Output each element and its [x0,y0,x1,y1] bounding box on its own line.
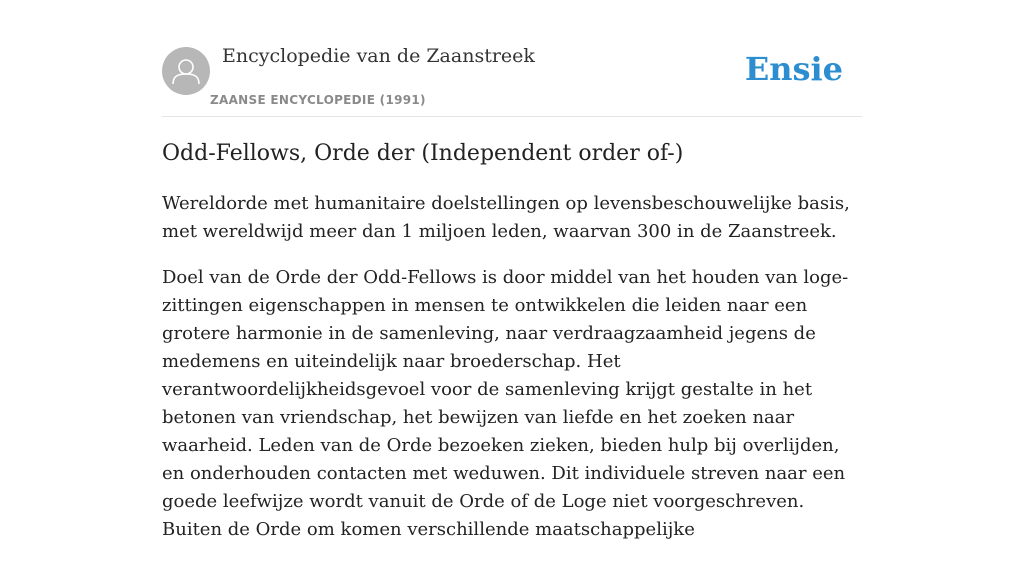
source-title[interactable]: Encyclopedie van de Zaanstreek [222,45,535,67]
user-avatar-icon[interactable] [162,47,210,95]
source-subtitle[interactable]: ZAANSE ENCYCLOPEDIE (1991) [210,93,426,107]
article-paragraph: Doel van de Orde der Odd-Fellows is door middel van het houden van loge-zittingen eigenschappen in mensen te ontwikkelen die leiden naar een grotere harmonie in de samenleving, naar verdraagzaamheid jegens de medemens en uiteindelijk naar broederschap. Het verantwoordelijkheidsgevoel voor de samenleving krijgt gestalte in het betonen van vriendschap, het bewijzen van liefde en het zoeken naar waarheid. Leden van de Orde bezoeken zieken, bieden hulp bij overlijden, en onderhouden contacten met weduwen. Dit individuele streven naar een goede leefwijze wordt vanuit de Orde of de Loge niet voorgeschreven. Buiten de Orde om komen verschillende maatschappelijke [162,267,849,540]
article-paragraph: Wereldorde met humanitaire doelstellingen op levensbeschouwelijke basis, met wereldwijd meer dan 1 miljoen leden, waarvan 300 in de Zaanstreek. [162,193,850,242]
ensie-logo[interactable]: Ensie [744,50,843,88]
article [162,138,862,562]
source-header [162,0,862,117]
article-title: Odd-Fellows, Orde der (Independent order of-) [162,141,684,166]
